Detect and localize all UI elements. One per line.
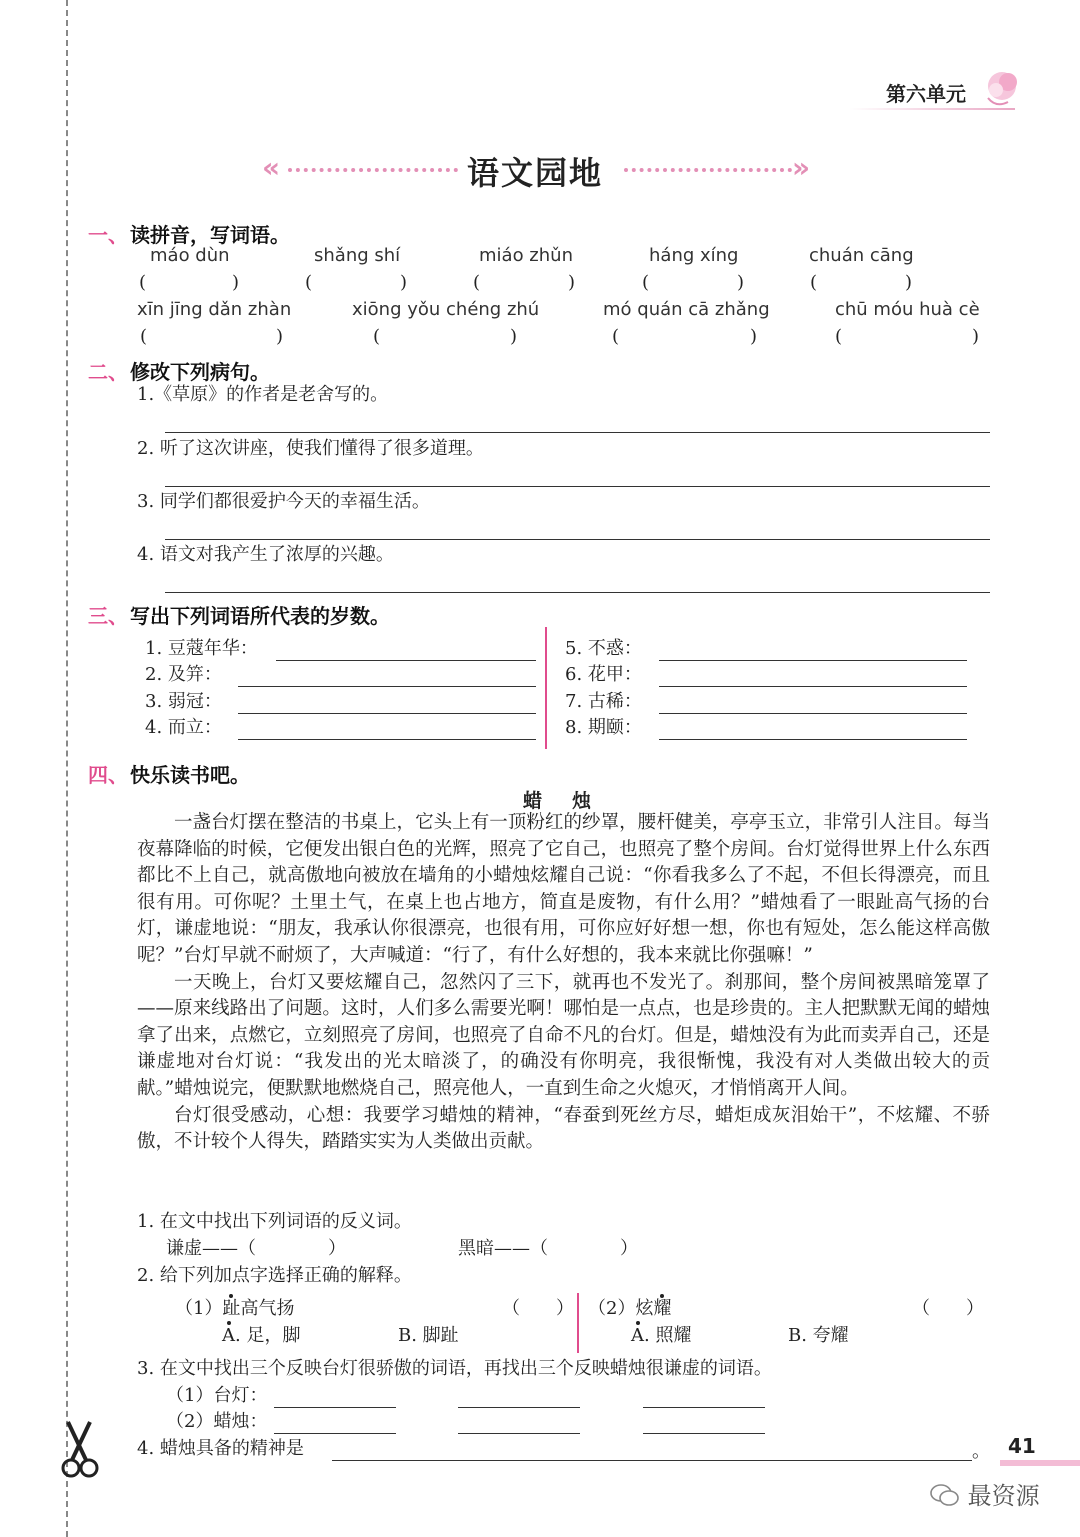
question-1: 1. 在文中找出下列词语的反义词。 xyxy=(137,1211,412,1232)
answer-paren[interactable]: （ ） xyxy=(502,1298,574,1319)
section-3-title xyxy=(88,600,390,629)
age-term-1: 1. 豆蔻年华： xyxy=(145,638,258,659)
section-2-title xyxy=(88,356,270,385)
section-2-number: 二、 xyxy=(88,360,128,384)
paren-open: ( xyxy=(140,326,148,347)
story-paragraph-1: 一盏台灯摆在整洁的书桌上，它头上有一顶粉红的纱罩，腰杆健美，亭亭玉立，非常引人注目。每当夜幕降临的时候，它便发出银白色的光辉，照亮了它自己，也照亮了整个房间。台灯觉得世界上什么东西都比不上自己，就高傲地向被放在墙角的小蜡烛炫耀自己说：“你看我多么了不起，不但长得漂亮，而且很有用。可你呢？土里土气，在桌上也占地方，简直是废物，有什么用？”蜡烛看了一眼趾高气扬的台灯，谦虚地说：“朋友，我承认你很漂亮，也很有用，可你应好好想一想，你也有短处，怎么能这样高傲呢？”台灯早就不耐烦了，大声喊道：“行了，有什么好想的，我本来就比你强嘛！” xyxy=(137,812,990,966)
answer-line[interactable] xyxy=(238,686,536,687)
q2-item-1 xyxy=(175,1297,294,1321)
age-term-8: 8. 期颐： xyxy=(565,717,642,738)
pinyin-3: miáo zhǔn xyxy=(479,245,573,266)
answer-line[interactable] xyxy=(659,713,967,714)
age-term-2: 2. 及笄： xyxy=(145,664,222,685)
paren-close: ) xyxy=(400,272,408,293)
option-b[interactable]: B. 脚趾 xyxy=(398,1325,459,1346)
answer-line[interactable] xyxy=(458,1433,580,1434)
answer-line[interactable] xyxy=(643,1407,765,1408)
dotted-letter: A xyxy=(222,1325,235,1346)
q2-item-1-rest: 高气扬 xyxy=(240,1298,295,1319)
section-3-number: 三、 xyxy=(88,604,128,628)
antonym-blank-1[interactable]: 谦虚——（ ） xyxy=(166,1238,346,1259)
section-3-heading: 写出下列词语所代表的岁数。 xyxy=(130,604,390,628)
answer-line[interactable] xyxy=(276,660,536,661)
question-4-end: 。 xyxy=(972,1441,990,1462)
watermark xyxy=(930,1476,1040,1511)
paren-close: ) xyxy=(737,272,745,293)
pinyin-8: mó quán cā zhǎng xyxy=(603,299,770,320)
paren-open: ( xyxy=(305,272,313,293)
section-2-heading: 修改下列病句。 xyxy=(130,360,270,384)
option-b[interactable]: B. 夸耀 xyxy=(788,1325,849,1346)
option-a-text: . 足，脚 xyxy=(235,1325,301,1346)
flower-icon xyxy=(978,68,1028,112)
answer-line[interactable] xyxy=(274,1433,396,1434)
cut-line xyxy=(66,0,68,1537)
answer-line[interactable] xyxy=(165,592,990,593)
paren-close: ) xyxy=(568,272,576,293)
section-1-title xyxy=(88,219,290,248)
paren-close: ) xyxy=(510,326,518,347)
section-4-number: 四、 xyxy=(88,763,128,787)
section-4-heading: 快乐读书吧。 xyxy=(130,763,250,787)
wechat-icon xyxy=(930,1483,960,1507)
column-divider xyxy=(545,627,547,749)
age-term-4: 4. 而立： xyxy=(145,717,222,738)
page-number-bar xyxy=(1000,1460,1080,1466)
paren-open: ( xyxy=(612,326,620,347)
watermark-text: 最资源 xyxy=(967,1482,1040,1510)
column-divider xyxy=(577,1293,579,1353)
answer-line[interactable] xyxy=(659,686,967,687)
answer-line[interactable] xyxy=(238,739,536,740)
pinyin-2: shǎng shí xyxy=(314,245,401,266)
question-2: 2. 给下列加点字选择正确的解释。 xyxy=(137,1265,412,1286)
scissors-icon xyxy=(60,1420,102,1480)
title-dots-right xyxy=(624,168,792,176)
answer-line[interactable] xyxy=(458,1407,580,1408)
paren-open: ( xyxy=(810,272,818,293)
paren-close: ) xyxy=(972,326,980,347)
sentence-4: 4. 语文对我产生了浓厚的兴趣。 xyxy=(137,544,394,565)
age-term-6: 6. 花甲： xyxy=(565,664,642,685)
story-paragraph-3: 台灯很受感动，心想：我要学习蜡烛的精神，“春蚕到死丝方尽，蜡炬成灰泪始干”，不炫耀、不骄傲，不计较个人得失，踏踏实实为人类做出贡献。 xyxy=(137,1104,990,1153)
pinyin-1: máo dùn xyxy=(150,245,230,266)
paren-open: ( xyxy=(139,272,147,293)
pinyin-6: xīn jīng dǎn zhàn xyxy=(137,299,292,320)
paren-close: ) xyxy=(905,272,913,293)
q2-item-2 xyxy=(588,1297,671,1321)
paren-open: ( xyxy=(642,272,650,293)
answer-line[interactable] xyxy=(165,486,990,487)
pinyin-9: chū móu huà cè xyxy=(835,299,980,320)
unit-header xyxy=(850,76,1040,116)
page-title: 语文园地 xyxy=(467,154,604,192)
q3-lamp-label: （1）台灯： xyxy=(166,1385,268,1406)
pinyin-4: háng xíng xyxy=(649,245,739,266)
paren-open: ( xyxy=(473,272,481,293)
section-1-heading: 读拼音，写词语。 xyxy=(130,223,290,247)
antonym-blank-2[interactable]: 黑暗——（ ） xyxy=(458,1238,638,1259)
answer-paren[interactable]: （ ） xyxy=(912,1298,984,1319)
sentence-3: 3. 同学们都很爱护今天的幸福生活。 xyxy=(137,491,430,512)
answer-line[interactable] xyxy=(274,1407,396,1408)
double-chevron-left-icon: « xyxy=(262,151,281,184)
pinyin-7: xiōng yǒu chéng zhú xyxy=(352,299,540,320)
sentence-1: 1.《草原》的作者是老舍写的。 xyxy=(137,384,389,405)
age-term-3: 3. 弱冠： xyxy=(145,691,222,712)
section-4-title xyxy=(88,759,250,788)
option-a-text: . 照耀 xyxy=(644,1325,692,1346)
unit-label: 第六单元 xyxy=(886,82,966,106)
title-dots-left xyxy=(288,168,458,176)
age-term-7: 7. 古稀： xyxy=(565,691,642,712)
double-chevron-right-icon: » xyxy=(792,151,811,184)
answer-line[interactable] xyxy=(659,739,967,740)
answer-line[interactable] xyxy=(165,539,990,540)
page-title-row xyxy=(262,148,818,192)
paren-close: ) xyxy=(276,326,284,347)
option-a[interactable] xyxy=(222,1324,300,1348)
answer-line[interactable] xyxy=(643,1433,765,1434)
story-paragraph-2: 一天晚上，台灯又要炫耀自己，忽然闪了三下，就再也不发光了。刹那间，整个房间被黑暗笼罩了——原来线路出了问题。这时，人们多么需要光啊！哪怕是一点点，也是珍贵的。主人把默默无闻的蜡烛拿了出来，点燃它，立刻照亮了房间，也照亮了自命不凡的台灯。但是，蜡烛没有为此而卖弄自己，还是谦虚地对台灯说：“我发出的光太暗淡了，的确没有你明亮，我很惭愧，我没有对人类做出较大的贡献。”蜡烛说完，便默默地燃烧自己，照亮他人，一直到生命之火熄灭，才悄悄离开人间。 xyxy=(137,971,990,1099)
q2-item-1-label: （1） xyxy=(175,1298,223,1319)
dotted-char: 耀 xyxy=(653,1298,672,1319)
paren-close: ) xyxy=(750,326,758,347)
option-a[interactable] xyxy=(631,1324,691,1348)
question-4: 4. 蜡烛具备的精神是 xyxy=(137,1438,304,1459)
dotted-char: 趾 xyxy=(222,1298,241,1319)
section-1-number: 一、 xyxy=(88,223,128,247)
story-title: 蜡烛 xyxy=(523,790,622,812)
q3-candle-label: （2）蜡烛： xyxy=(166,1411,268,1432)
paren-open: ( xyxy=(835,326,843,347)
question-3: 3. 在文中找出三个反映台灯很骄傲的词语，再找出三个反映蜡烛很谦虚的词语。 xyxy=(137,1358,772,1379)
answer-line[interactable] xyxy=(165,432,990,433)
page-number: 41 xyxy=(1008,1434,1036,1458)
answer-line[interactable] xyxy=(238,713,536,714)
answer-line[interactable] xyxy=(332,1460,972,1461)
paren-open: ( xyxy=(373,326,381,347)
story-text xyxy=(137,810,990,1156)
q2-item-2-label: （2）炫 xyxy=(588,1298,654,1319)
dotted-letter: A xyxy=(631,1325,644,1346)
answer-line[interactable] xyxy=(659,660,967,661)
pinyin-5: chuán cāng xyxy=(809,245,914,266)
age-term-5: 5. 不惑： xyxy=(565,638,642,659)
paren-close: ) xyxy=(232,272,240,293)
sentence-2: 2. 听了这次讲座，使我们懂得了很多道理。 xyxy=(137,438,484,459)
